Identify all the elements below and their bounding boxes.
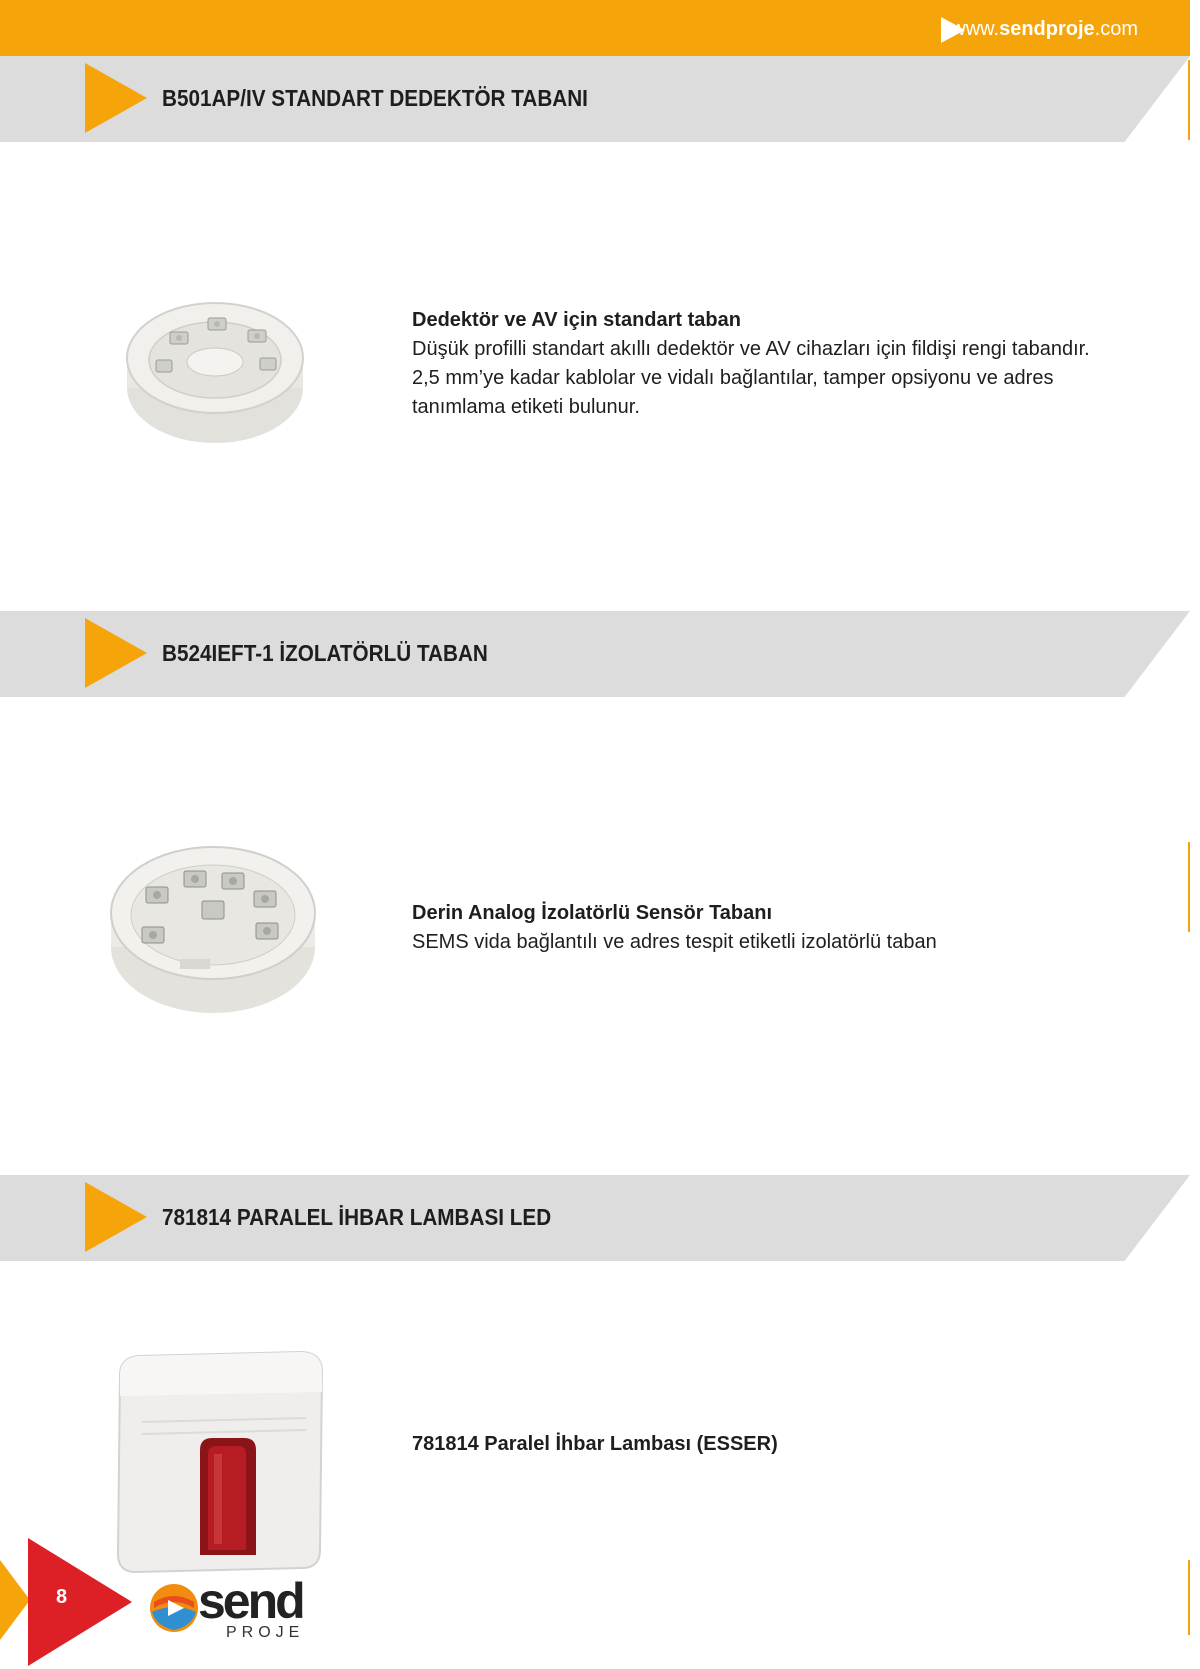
page-number-tab: [28, 1538, 132, 1666]
description-line: Düşük profilli standart akıllı dedektör ve AV cihazları için fildişi rengi tabandır.: [412, 338, 1090, 360]
globe-logo-icon: [148, 1582, 200, 1634]
page-number: 8: [56, 1586, 68, 1608]
product-title: 781814 Paralel İhbar Lambası (ESSER): [412, 1433, 778, 1455]
logo-subtitle: PROJE: [226, 1624, 305, 1641]
isolator-base-image: [106, 835, 320, 1020]
product-description-2: [412, 899, 1132, 957]
section-title-2: B524IEFT-1 İZOLATÖRLÜ TABAN: [162, 640, 488, 666]
description-line: tanımlama etiketi bulunur.: [412, 396, 640, 418]
corner-accent: [0, 1560, 30, 1640]
product-description-1: [412, 306, 1132, 422]
product-title: Dedektör ve AV için standart taban: [412, 309, 741, 331]
right-divider: [1188, 60, 1190, 140]
section-arrow-icon: [85, 63, 147, 133]
indicator-lamp-image: [110, 1350, 330, 1575]
product-title: Derin Analog İzolatörlü Sensör Tabanı: [412, 902, 773, 924]
website-link[interactable]: [951, 18, 1138, 41]
detector-base-image: [120, 288, 310, 448]
section-title-1: B501AP/IV STANDART DEDEKTÖR TABANI: [162, 85, 588, 111]
send-proje-logo: [148, 1573, 328, 1646]
right-divider: [1188, 1560, 1190, 1635]
logo-word: send: [198, 1573, 303, 1629]
section-title-3: 781814 PARALEL İHBAR LAMBASI LED: [162, 1204, 552, 1230]
url-prefix: www.: [951, 18, 1000, 40]
section-arrow-icon: [85, 1182, 147, 1252]
description-line: SEMS vida bağlantılı ve adres tespit etiketli izolatörlü taban: [412, 931, 937, 953]
description-line: 2,5 mm’ye kadar kablolar ve vidalı bağlantılar, tamper opsiyonu ve adres: [412, 367, 1054, 389]
right-divider: [1188, 842, 1190, 932]
url-brand: sendproje: [999, 18, 1095, 40]
url-suffix: .com: [1094, 18, 1138, 40]
product-description-3: [412, 1430, 1132, 1459]
section-arrow-icon: [85, 618, 147, 688]
